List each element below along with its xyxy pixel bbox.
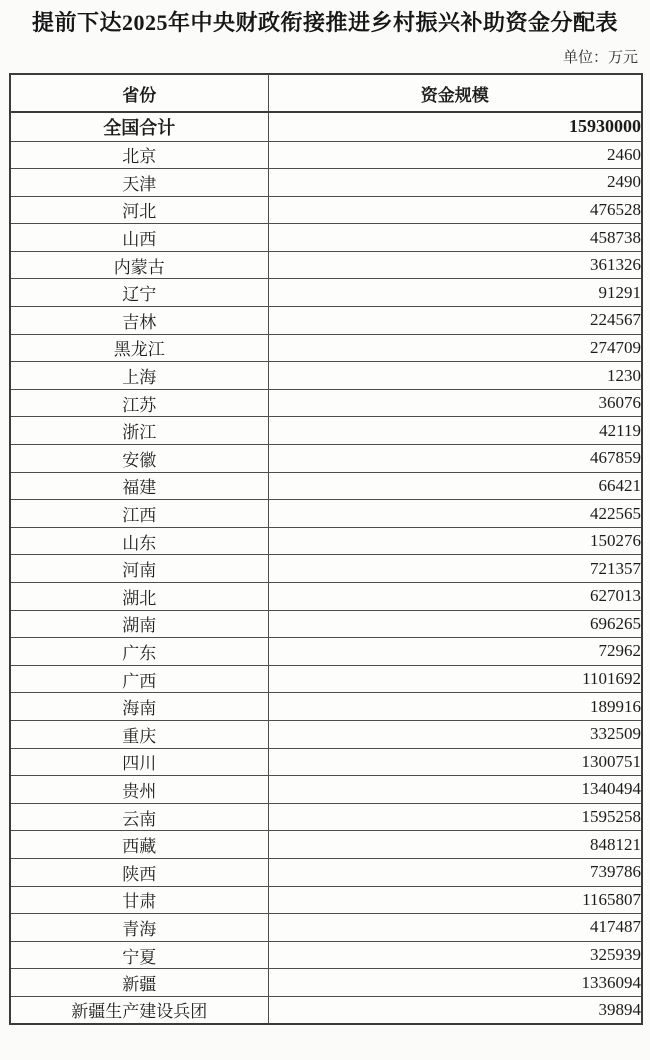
table-row: [10, 445, 642, 473]
table-row: [10, 417, 642, 445]
table-row: [10, 748, 642, 776]
amount-cell: 1340494: [268, 776, 642, 804]
province-cell: 江西: [10, 500, 268, 528]
province-cell: 黑龙江: [10, 334, 268, 362]
header-row: [10, 74, 642, 112]
table-row: [10, 831, 642, 859]
province-cell: 山西: [10, 224, 268, 252]
province-cell: 河南: [10, 555, 268, 583]
province-cell: 陕西: [10, 858, 268, 886]
amount-cell: 721357: [268, 555, 642, 583]
amount-cell: 1595258: [268, 803, 642, 831]
amount-cell: 1101692: [268, 665, 642, 693]
amount-cell: 422565: [268, 500, 642, 528]
province-cell: 辽宁: [10, 279, 268, 307]
amount-cell: 66421: [268, 472, 642, 500]
amount-cell: 274709: [268, 334, 642, 362]
province-cell: 海南: [10, 693, 268, 721]
province-cell: 贵州: [10, 776, 268, 804]
column-header-amount: 资金规模: [268, 74, 642, 112]
amount-cell: 36076: [268, 389, 642, 417]
province-cell: 湖北: [10, 583, 268, 611]
province-cell: 天津: [10, 169, 268, 197]
province-cell: 宁夏: [10, 941, 268, 969]
table-row: [10, 610, 642, 638]
table-row: [10, 389, 642, 417]
table-row: [10, 141, 642, 169]
table-row: [10, 279, 642, 307]
province-cell: 吉林: [10, 307, 268, 335]
province-cell: 福建: [10, 472, 268, 500]
province-cell: 山东: [10, 527, 268, 555]
amount-cell: 739786: [268, 858, 642, 886]
table-row: [10, 169, 642, 197]
table-row: [10, 334, 642, 362]
table-row: [10, 555, 642, 583]
amount-cell: 1300751: [268, 748, 642, 776]
table-row: [10, 638, 642, 666]
province-cell: 北京: [10, 141, 268, 169]
table-row: [10, 941, 642, 969]
province-cell: 云南: [10, 803, 268, 831]
province-cell: 浙江: [10, 417, 268, 445]
amount-cell: 325939: [268, 941, 642, 969]
table-row: [10, 527, 642, 555]
amount-cell: 42119: [268, 417, 642, 445]
province-cell: 江苏: [10, 389, 268, 417]
amount-cell: 1230: [268, 362, 642, 390]
table-row: [10, 858, 642, 886]
table-row: [10, 914, 642, 942]
province-cell: 广西: [10, 665, 268, 693]
total-province-cell: 全国合计: [10, 112, 268, 141]
table-row: [10, 583, 642, 611]
table-row: [10, 969, 642, 997]
province-cell: 湖南: [10, 610, 268, 638]
table-row: [10, 776, 642, 804]
amount-cell: 458738: [268, 224, 642, 252]
province-cell: 新疆生产建设兵团: [10, 996, 268, 1024]
province-cell: 四川: [10, 748, 268, 776]
amount-cell: 467859: [268, 445, 642, 473]
amount-cell: 848121: [268, 831, 642, 859]
province-cell: 重庆: [10, 720, 268, 748]
amount-cell: 696265: [268, 610, 642, 638]
province-cell: 广东: [10, 638, 268, 666]
table-row: [10, 307, 642, 335]
province-cell: 西藏: [10, 831, 268, 859]
amount-cell: 2490: [268, 169, 642, 197]
amount-cell: 417487: [268, 914, 642, 942]
amount-cell: 224567: [268, 307, 642, 335]
table-row: [10, 996, 642, 1024]
allocation-table: [9, 73, 643, 1025]
table-row: [10, 472, 642, 500]
amount-cell: 332509: [268, 720, 642, 748]
table-body: [10, 112, 642, 1024]
province-cell: 甘肃: [10, 886, 268, 914]
province-cell: 安徽: [10, 445, 268, 473]
table-row: [10, 803, 642, 831]
amount-cell: 361326: [268, 251, 642, 279]
table-row: [10, 886, 642, 914]
province-cell: 上海: [10, 362, 268, 390]
amount-cell: 91291: [268, 279, 642, 307]
page-title: 提前下达2025年中央财政衔接推进乡村振兴补助资金分配表: [31, 10, 618, 35]
province-cell: 河北: [10, 196, 268, 224]
table-row: [10, 500, 642, 528]
amount-cell: 2460: [268, 141, 642, 169]
amount-cell: 72962: [268, 638, 642, 666]
amount-cell: 189916: [268, 693, 642, 721]
amount-cell: 1165807: [268, 886, 642, 914]
table-row: [10, 665, 642, 693]
total-amount-cell: 15930000: [268, 112, 642, 141]
amount-cell: 39894: [268, 996, 642, 1024]
amount-cell: 150276: [268, 527, 642, 555]
amount-cell: 476528: [268, 196, 642, 224]
table-row: [10, 196, 642, 224]
unit-label: 单位：万元: [562, 50, 638, 66]
table-row: [10, 693, 642, 721]
table-row: [10, 224, 642, 252]
province-cell: 青海: [10, 914, 268, 942]
table-row: [10, 362, 642, 390]
amount-cell: 627013: [268, 583, 642, 611]
province-cell: 新疆: [10, 969, 268, 997]
total-row: [10, 112, 642, 141]
column-header-province: 省份: [10, 74, 268, 112]
table-row: [10, 251, 642, 279]
province-cell: 内蒙古: [10, 251, 268, 279]
amount-cell: 1336094: [268, 969, 642, 997]
table-row: [10, 720, 642, 748]
